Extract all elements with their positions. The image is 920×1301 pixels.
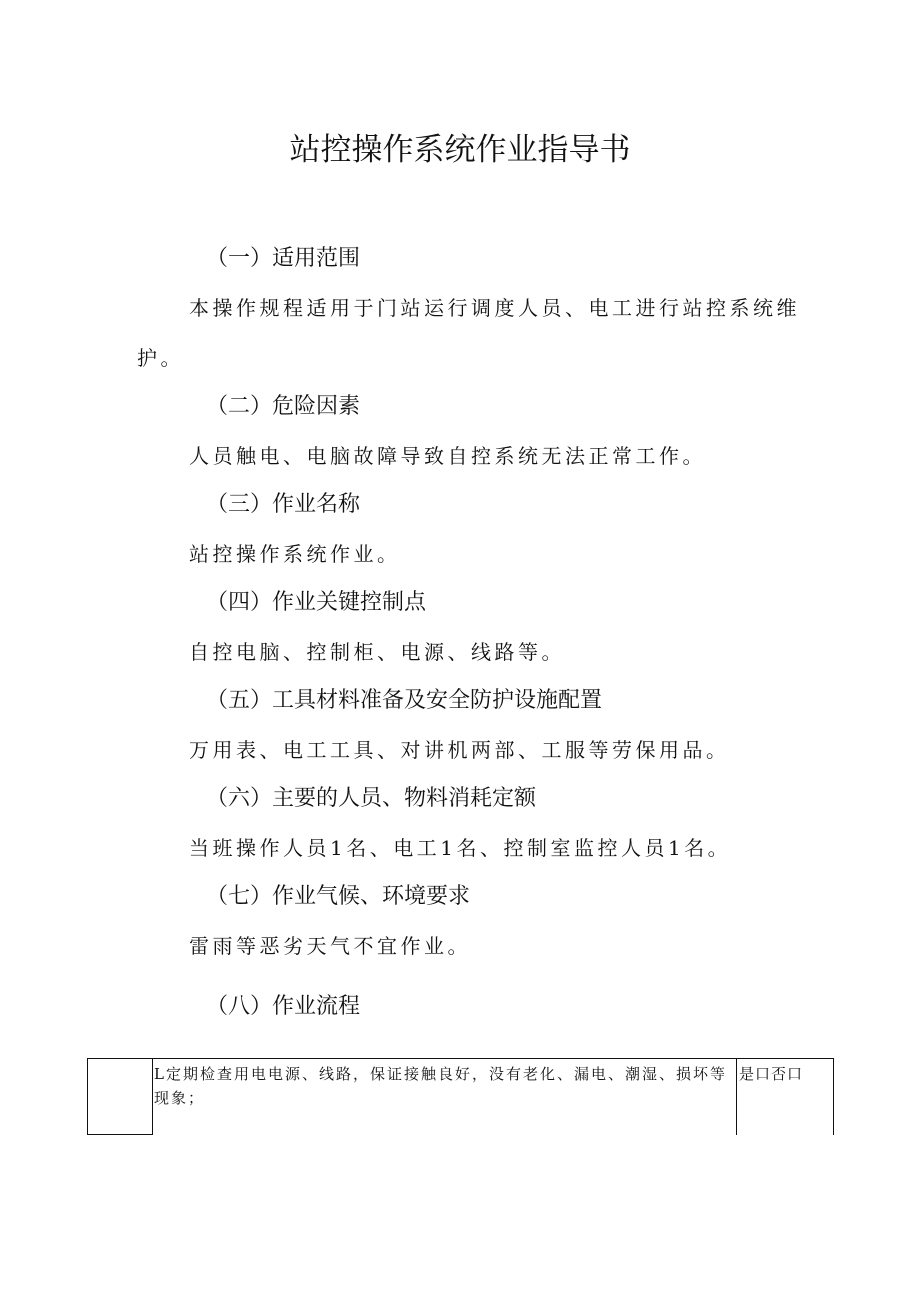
section-body-4: 自控电脑、控制柜、电源、线路等。 (189, 640, 565, 664)
section-body-6: 当班操作人员1名、电工1名、控制室监控人员1名。 (189, 836, 732, 860)
section-heading-2: （二）危险因素 (206, 394, 361, 419)
section-body-1-line-1: 本操作规程适用于门站运行调度人员、电工进行站控系统维 (189, 296, 800, 320)
section-body-3: 站控操作系统作业。 (189, 542, 401, 566)
table-column-divider-2 (736, 1058, 737, 1135)
table-left-border (87, 1058, 88, 1135)
table-row-step-text: L定期检查用电电源、线路，保证接触良好，没有老化、漏电、潮湿、损坏等现象； (154, 1065, 727, 1107)
section-heading-8: （八）作业流程 (206, 994, 361, 1019)
section-body-2: 人员触电、电脑故障导致自控系统无法正常工作。 (189, 444, 706, 468)
document-title: 站控操作系统作业指导书 (289, 132, 631, 168)
table-row-check-options: 是口否口 (739, 1065, 804, 1083)
section-heading-4: （四）作业关键控制点 (206, 590, 427, 615)
section-body-1-line-2: 护。 (137, 346, 184, 370)
section-heading-7: （七）作业气候、环境要求 (206, 884, 471, 909)
section-heading-6: （六）主要的人员、物料消耗定额 (206, 786, 537, 811)
table-right-border (833, 1058, 834, 1135)
section-heading-5: （五）工具材料准备及安全防护设施配置 (206, 688, 603, 713)
section-body-5: 万用表、电工工具、对讲机两部、工服等劳保用品。 (189, 738, 730, 762)
section-heading-3: （三）作业名称 (206, 492, 361, 517)
section-body-7: 雷雨等恶劣天气不宜作业。 (189, 934, 471, 958)
table-bottom-border-first-cell (87, 1134, 153, 1135)
table-column-divider-1 (152, 1058, 153, 1135)
table-top-border (87, 1058, 834, 1059)
section-heading-1: （一）适用范围 (206, 246, 361, 271)
